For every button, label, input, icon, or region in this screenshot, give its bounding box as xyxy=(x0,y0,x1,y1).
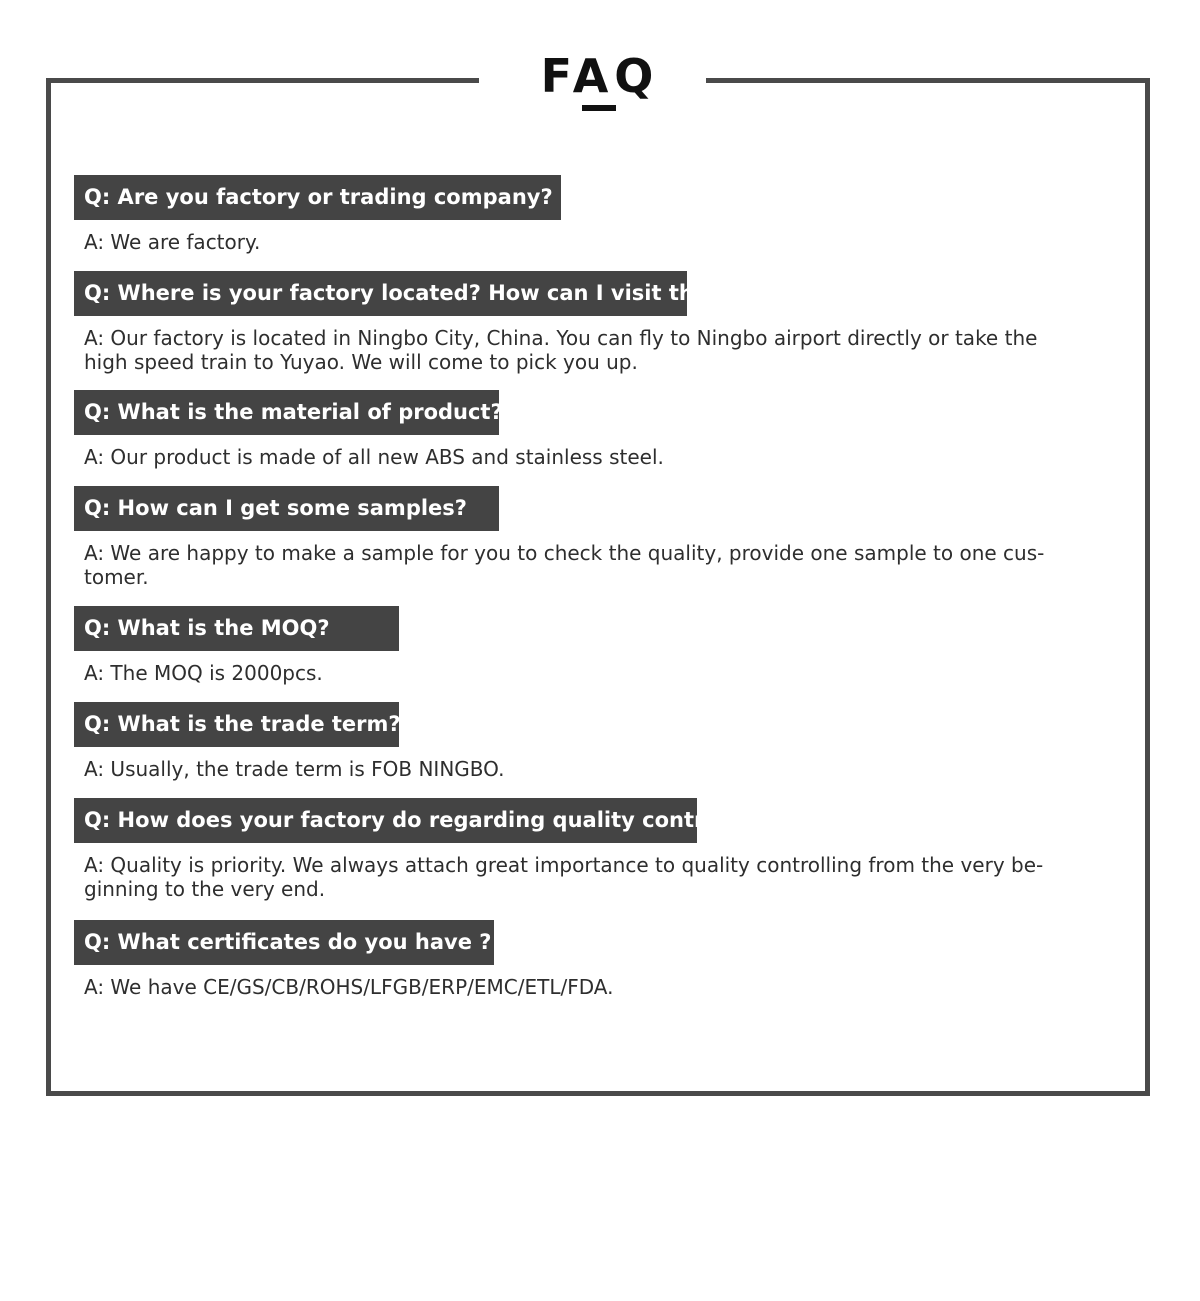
faq-item xyxy=(74,175,1074,271)
faq-item xyxy=(74,390,1074,486)
faq-item xyxy=(74,920,1074,1016)
faq-item xyxy=(74,606,1074,702)
faq-answer: A: We are happy to make a sample for you to check the quality, provide one sample to one cus-tomer. xyxy=(84,541,1045,589)
faq-answer: A: Our factory is located in Ningbo City, China. You can fly to Ningbo airport directly or take the high speed train to Yuyao. We will come to pick you up. xyxy=(84,326,1038,374)
faq-question: Q: What certificates do you have ? xyxy=(74,920,494,965)
faq-question: Q: What is the trade term? xyxy=(74,702,399,747)
faq-item xyxy=(74,702,1074,798)
faq-answer: A: We have CE/GS/CB/ROHS/LFGB/ERP/EMC/ETL/FDA. xyxy=(84,975,614,999)
faq-question: Q: Are you factory or trading company? xyxy=(74,175,561,220)
faq-answer: A: Quality is priority. We always attach great importance to quality controlling from the very be-ginning to the very end. xyxy=(84,853,1044,901)
faq-item xyxy=(74,798,1074,920)
faq-list xyxy=(74,175,1074,1016)
faq-answer: A: Our product is made of all new ABS and stainless steel. xyxy=(84,445,664,469)
faq-answer: A: We are factory. xyxy=(84,230,261,254)
title-underline xyxy=(582,105,616,111)
faq-question: Q: What is the MOQ? xyxy=(74,606,399,651)
faq-answer: A: Usually, the trade term is FOB NINGBO. xyxy=(84,757,505,781)
faq-question: Q: Where is your factory located? How can I visit there? xyxy=(74,271,687,316)
faq-question: Q: How can I get some samples? xyxy=(74,486,499,531)
faq-question: Q: How does your factory do regarding quality control? xyxy=(74,798,697,843)
faq-item xyxy=(74,271,1074,390)
page-title: FAQ xyxy=(540,49,660,103)
faq-answer: A: The MOQ is 2000pcs. xyxy=(84,661,323,685)
faq-question: Q: What is the material of product? xyxy=(74,390,499,435)
faq-item xyxy=(74,486,1074,606)
